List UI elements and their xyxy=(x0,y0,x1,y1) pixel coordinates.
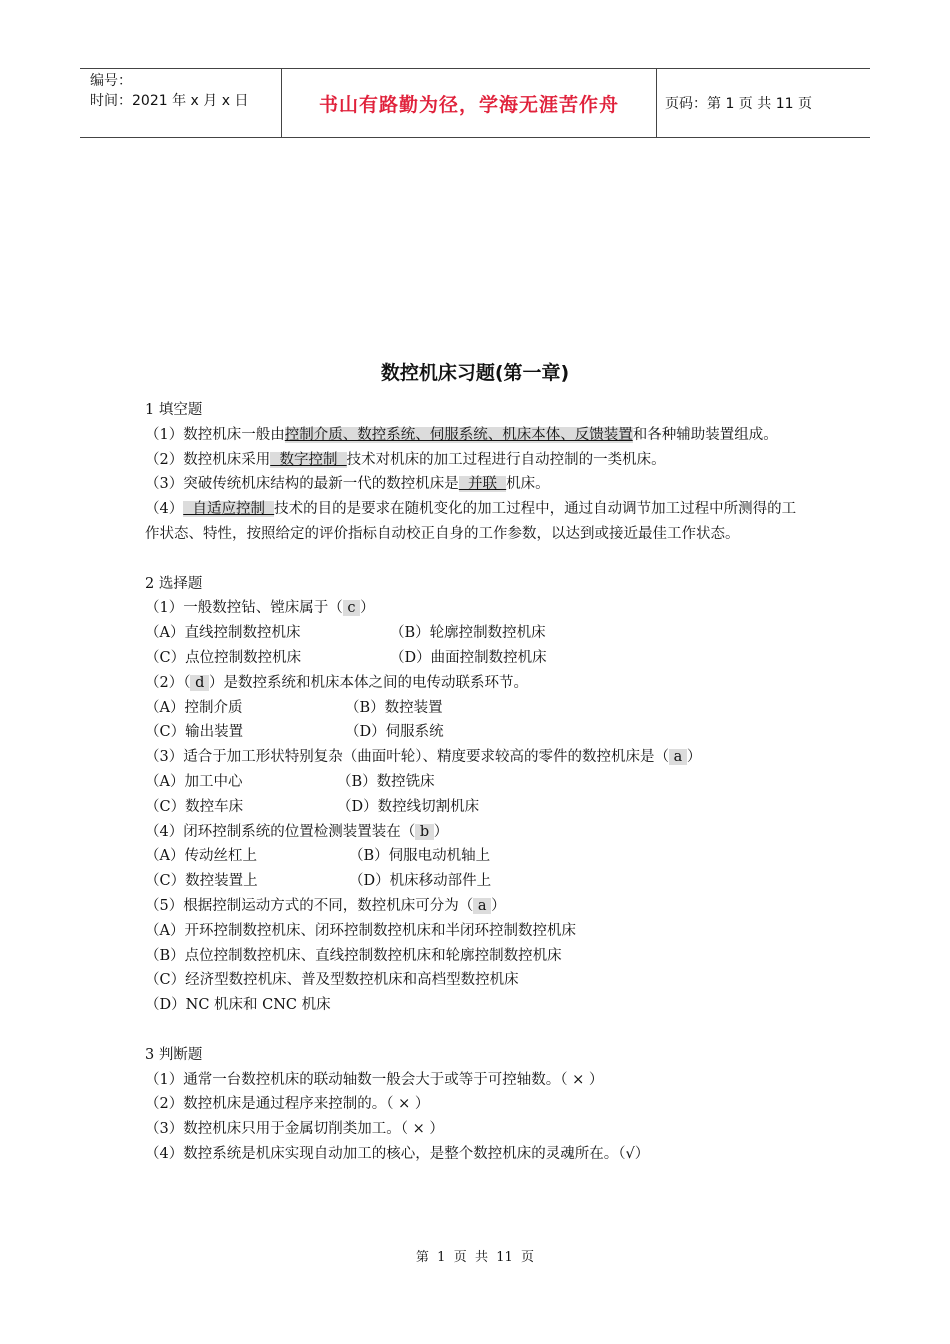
page-footer: 第 1 页 共 11 页 xyxy=(415,1250,535,1265)
choice-answer-4: b xyxy=(415,823,434,840)
choice-option: （B）数控铣床 xyxy=(337,773,435,790)
page-header xyxy=(80,68,870,138)
judge-question-1: （1）通常一台数控机床的联动轴数一般会大于或等于可控轴数。（ × ） xyxy=(145,1071,604,1088)
fill-question-3: （3）突破传统机床结构的最新一代的数控机床是 并联 机床。 xyxy=(145,476,550,493)
choice-option: （B）数控装置 xyxy=(345,699,443,716)
choice-answer-2: d xyxy=(190,674,209,691)
choice-answer-1: c xyxy=(342,600,361,617)
choice-answer-3: a xyxy=(668,749,687,766)
choice-question-2: （2）（ d ）是数控系统和机床本体之间的电传动联系环节。 xyxy=(145,674,528,691)
judge-question-2: （2）数控机床是通过程序来控制的。（ × ） xyxy=(145,1096,430,1113)
document-title: 数控机床习题(第一章) xyxy=(380,362,570,384)
fill-answer-3: 并联 xyxy=(458,476,507,493)
choice-option: （A）开环控制数控机床、闭环控制数控机床和半闭环控制数控机床 xyxy=(145,922,576,939)
choice-question-5: （5）根据控制运动方式的不同，数控机床可分为（ a ） xyxy=(145,897,506,914)
document-body xyxy=(145,398,810,1167)
header-meta xyxy=(80,69,281,137)
choice-option: （C）经济型数控机床、普及型数控机床和高档型数控机床 xyxy=(145,972,519,989)
choice-option: （D）机床移动部件上 xyxy=(349,873,492,890)
choice-question-1: （1）一般数控钻、镗床属于（ c ） xyxy=(145,600,375,617)
choice-option: （C）点位控制数控机床 xyxy=(145,649,302,666)
fill-question-4: （4） 自适应控制 技术的目的是要求在随机变化的加工过程中，通过自动调节加工过程中所测得的工作状态、特性，按照给定的评价指标自动校正自身的工作参数，以达到或接近最佳工作状态。 xyxy=(145,501,797,542)
choice-heading: 2 选择题 xyxy=(145,575,203,592)
choice-question-3: （3）适合于加工形状特别复杂（曲面叶轮）、精度要求较高的零件的数控机床是（ a ） xyxy=(145,749,702,766)
choice-option: （C）输出装置 xyxy=(145,724,244,741)
fill-question-2: （2）数控机床采用 数字控制 技术对机床的加工过程进行自动控制的一类机床。 xyxy=(145,451,666,468)
choice-question-4: （4）闭环控制系统的位置检测装置装在（ b ） xyxy=(145,823,449,840)
header-number-label: 编号： xyxy=(90,73,132,89)
choice-option: （D）伺服系统 xyxy=(345,724,444,741)
choice-option: （B）伺服电动机轴上 xyxy=(349,848,491,865)
judge-question-4: （4）数控系统是机床实现自动加工的核心，是整个数控机床的灵魂所在。（√） xyxy=(145,1145,650,1162)
choice-option: （D）数控线切割机床 xyxy=(337,798,480,815)
fill-heading: 1 填空题 xyxy=(145,402,203,418)
choice-option: （A）加工中心 xyxy=(145,773,243,790)
choice-option: （D）NC 机床和 CNC 机床 xyxy=(145,997,331,1014)
fill-answer-2: 数字控制 xyxy=(270,451,347,468)
header-page-info: 页码：第 1 页 共 11 页 xyxy=(665,96,812,112)
choice-option: （C）数控装置上 xyxy=(145,873,258,890)
choice-option: （A）传动丝杠上 xyxy=(145,848,257,865)
choice-option: （A）直线控制数控机床 xyxy=(145,625,301,642)
choice-answer-5: a xyxy=(473,897,492,914)
choice-option: （D）曲面控制数控机床 xyxy=(390,649,547,666)
fill-question-1: （1）数控机床一般由控制介质、数控系统、伺服系统、机床本体、反馈装置和各种辅助装置组成。 xyxy=(145,426,778,443)
header-time-label: 时间：2021 年 x 月 x 日 xyxy=(90,93,249,109)
fill-answer-4: 自适应控制 xyxy=(183,501,275,518)
choice-option: （C）数控车床 xyxy=(145,798,244,815)
header-motto: 书山有路勤为径，学海无涯苦作舟 xyxy=(318,93,619,116)
choice-option: （B）轮廓控制数控机床 xyxy=(390,625,546,642)
judge-heading: 3 判断题 xyxy=(145,1046,203,1063)
header-motto-cell xyxy=(281,69,657,137)
fill-answer-1: 控制介质、数控系统、伺服系统、机床本体、反馈装置 xyxy=(284,426,633,443)
judge-question-3: （3）数控机床只用于金属切削类加工。（ × ） xyxy=(145,1121,444,1138)
choice-option: （A）控制介质 xyxy=(145,699,243,716)
choice-option: （B）点位控制数控机床、直线控制数控机床和轮廓控制数控机床 xyxy=(145,947,562,964)
